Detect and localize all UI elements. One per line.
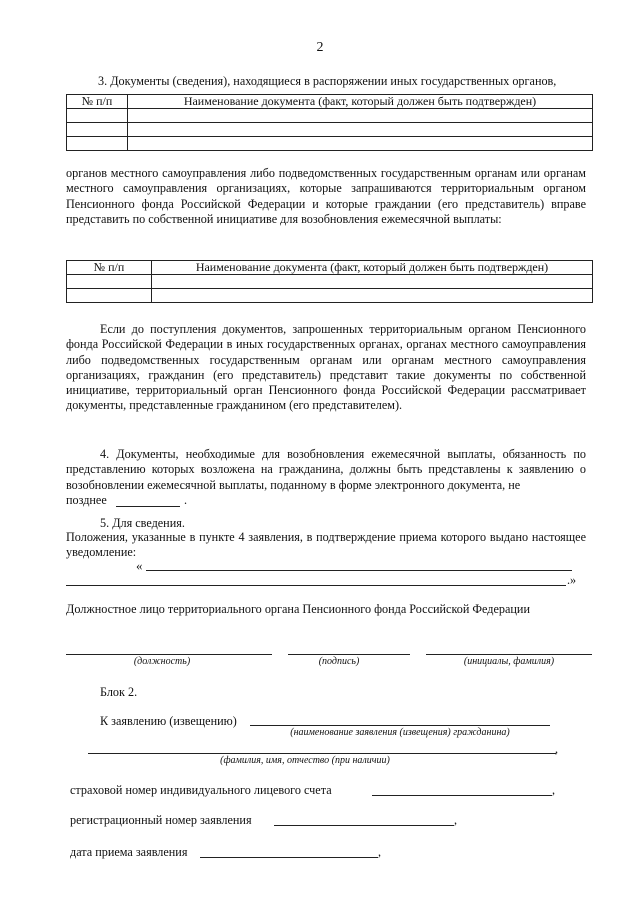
name-comma: , — [555, 742, 559, 756]
section3-continuation: органов местного самоуправления либо подведомственных государственным органам или органам местного самоуправления организациях, которые запрашиваются территориальным органом Пенсионного фонда Российской Федерации и которые граждании (его представитель) вправе представить по собственной инициативе для возобновления ежемесячной выплаты: — [66, 166, 586, 226]
receipt-date-field[interactable] — [200, 857, 378, 858]
documents-table-2 — [66, 260, 593, 303]
signature-field[interactable] — [288, 654, 410, 655]
insurance-number-label: страховой номер индивидуального лицевого счета — [70, 783, 332, 797]
open-quote: « — [136, 558, 143, 573]
section3-note: Если до поступления документов, запрошенных территориальным органом Пенсионного фонда Российской Федерации в иных государственных органах, органах местного самоуправления либо подведомственных государственным органам или органам местного самоуправления организациях, гражданин (его представитель) представит такие документы по собственной инициативе, территориальный орган Пенсионного фонда Российской Федерации рассматривает документы, представленные гражданином (его представителем). — [66, 322, 586, 413]
section5-title: 5. Для сведения. — [100, 516, 185, 530]
insurance-comma: , — [552, 783, 556, 797]
section4-deadline-label: позднее — [66, 493, 107, 507]
table2-col-name: Наименование документа (факт, который должен быть подтвержден) — [152, 261, 593, 275]
table2-col-num: № п/п — [67, 261, 152, 275]
receipt-date-label: дата приема заявления — [70, 845, 188, 859]
table-row[interactable] — [67, 109, 593, 123]
section3-intro: 3. Документы (сведения), находящиеся в распоряжении иных государственных органов, — [98, 74, 557, 88]
notice-line-1[interactable] — [146, 570, 572, 571]
caption-position: (должность) — [133, 656, 191, 667]
date-comma: , — [378, 845, 382, 859]
caption-initials: (инициалы, фамилия) — [463, 656, 555, 667]
table-row[interactable] — [67, 137, 593, 151]
close-quote: .» — [567, 573, 577, 587]
caption-statement: (наименование заявления (извещения) гражданина) — [290, 727, 510, 738]
caption-name: (фамилия, имя, отчество (при наличии) — [220, 755, 390, 766]
table1-col-num: № п/п — [67, 95, 128, 109]
caption-signature: (подпись) — [318, 656, 360, 667]
section4-text: 4. Документы, необходимые для возобновления ежемесячной выплаты, обязанность по представлению которых возложена на гражданина, должны быть представлены к заявлению о возобновлении ежемесячной выплаты, поданному в форме электронного документа, не — [66, 447, 586, 492]
table-row[interactable] — [67, 123, 593, 137]
table1-col-name: Наименование документа (факт, который должен быть подтвержден) — [128, 95, 593, 109]
block2-title: Блок 2. — [100, 685, 138, 699]
initials-field[interactable] — [426, 654, 592, 655]
insurance-number-field[interactable] — [372, 795, 552, 796]
official-title: Должностное лицо территориального органа Пенсионного фонда Российской Федерации — [66, 602, 530, 616]
to-statement-label: К заявлению (извещению) — [100, 714, 237, 728]
deadline-field[interactable] — [116, 506, 180, 507]
registration-number-label: регистрационный номер заявления — [70, 813, 252, 827]
documents-table-1 — [66, 94, 593, 151]
statement-name-field[interactable] — [250, 725, 550, 726]
section5-text: Положения, указанные в пункте 4 заявления, в подтверждение приема которого выдано настоящее уведомление: — [66, 530, 586, 560]
table-row[interactable] — [67, 289, 593, 303]
page-number: 2 — [316, 40, 324, 55]
registration-number-field[interactable] — [274, 825, 454, 826]
position-field[interactable] — [66, 654, 272, 655]
notice-line-2[interactable] — [66, 585, 566, 586]
table-row[interactable] — [67, 275, 593, 289]
registration-comma: , — [454, 813, 458, 827]
section4-period: . — [184, 493, 188, 507]
full-name-field[interactable] — [88, 753, 556, 754]
